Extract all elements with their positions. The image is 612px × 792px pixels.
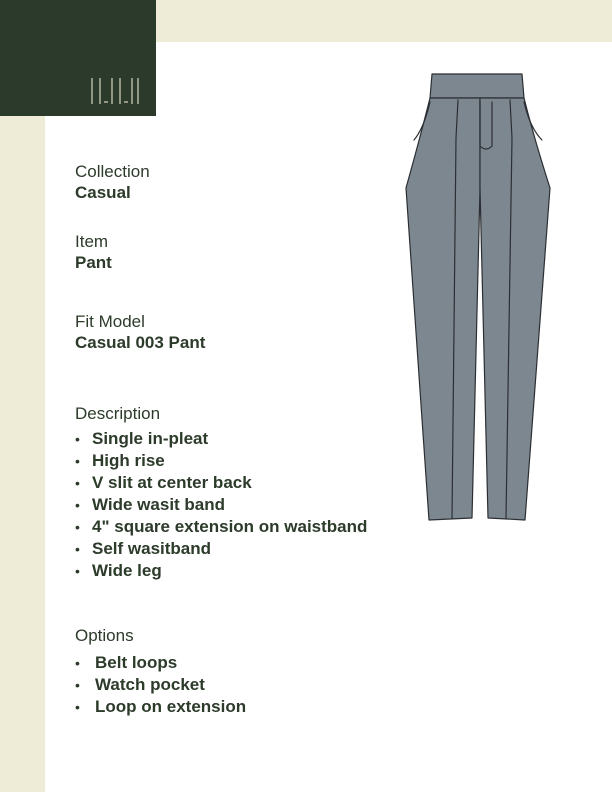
list-item: • Single in-pleat (75, 429, 209, 448)
list-item: • Wide wasit band (75, 495, 226, 514)
left-decorative-band (0, 0, 45, 792)
description-list (75, 428, 367, 582)
brand-logo-block (0, 0, 156, 116)
item-label: Item (75, 232, 109, 251)
collection-label: Collection (75, 162, 150, 181)
collection-section (75, 162, 150, 204)
pant-illustration (400, 68, 565, 524)
list-item: • Watch pocket (75, 675, 205, 694)
list-item: • High rise (75, 451, 165, 470)
bullet-icon: • (75, 563, 80, 579)
item-value: Pant (75, 253, 112, 272)
bullet-icon: • (75, 475, 80, 491)
bullet-icon: • (75, 497, 80, 513)
right-leg-shape (480, 98, 550, 520)
fit-model-value: Casual 003 Pant (75, 333, 206, 352)
bullet-icon: • (75, 519, 80, 535)
collection-value: Casual (75, 183, 131, 202)
fit-model-section (75, 312, 205, 354)
description-label: Description (75, 404, 161, 423)
bullet-icon: • (75, 541, 80, 557)
list-item: • Wide leg (75, 561, 162, 580)
left-leg-shape (406, 98, 480, 520)
item-section (75, 232, 112, 274)
waistband-shape (430, 74, 524, 98)
options-list (75, 652, 246, 718)
list-item: • V slit at center back (75, 473, 252, 492)
options-label: Options (75, 626, 134, 645)
bullet-icon: • (75, 655, 80, 671)
description-section (75, 404, 367, 582)
list-item: • 4" square extension on waistband (75, 517, 368, 536)
bullet-icon: • (75, 677, 80, 693)
list-item: • Belt loops (75, 653, 178, 672)
brand-logo-icon (90, 76, 140, 106)
bullet-icon: • (75, 699, 80, 715)
fit-model-label: Fit Model (75, 312, 145, 331)
options-section (75, 626, 246, 718)
list-item: • Self wasitband (75, 539, 212, 558)
bullet-icon: • (75, 431, 80, 447)
list-item: • Loop on extension (75, 697, 247, 716)
bullet-icon: • (75, 453, 80, 469)
